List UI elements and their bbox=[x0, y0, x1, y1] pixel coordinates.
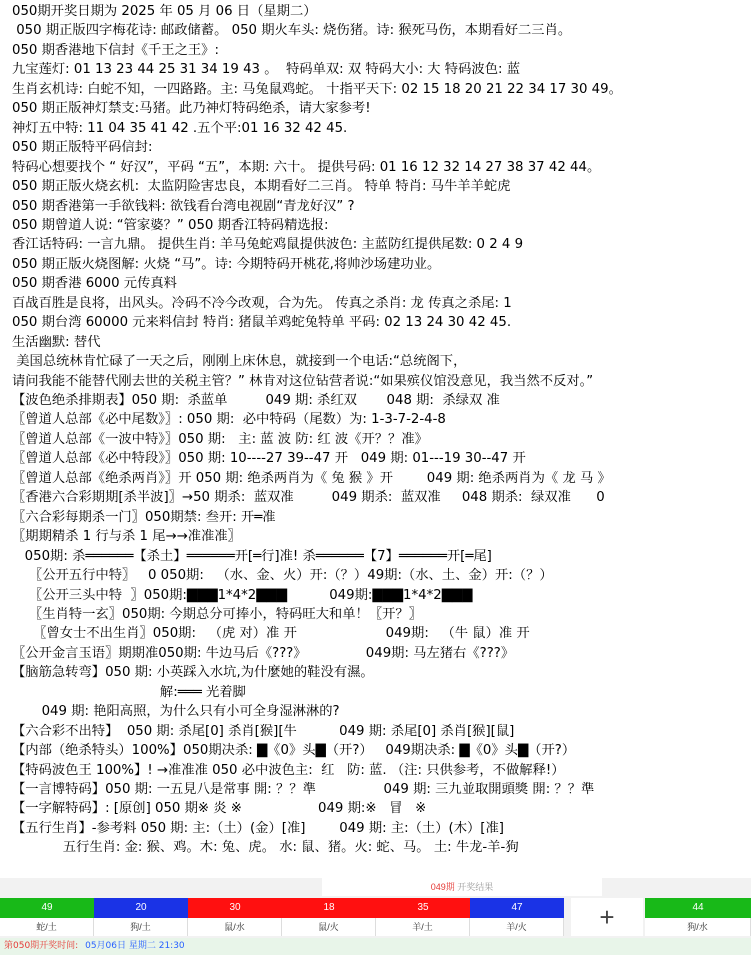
document-line: 050 期香港第一手欲钱料: 欲钱看台湾电视剧“青龙好汉” ? bbox=[12, 198, 355, 214]
document-line: 解:═══ 光着脚 bbox=[12, 684, 246, 700]
document-line: 【内部（绝杀特头）100%】050期决杀: ▇《0》头▇（开?） 049期决杀: ▇《0》头▇（开?） bbox=[12, 743, 576, 759]
document-line: 〖曾道人总部《必中尾数》〗: 050 期: 必中特码（尾数）为: 1-3-7-2-4-8 bbox=[12, 412, 446, 428]
document-line: 049 期: 艳阳高照，为什么只有小可全身湿淋淋的? bbox=[12, 704, 340, 720]
result-ball-zodiac: 鼠/水 bbox=[188, 918, 282, 936]
result-ball-zodiac: 鼠/火 bbox=[282, 918, 376, 936]
result-ball: 20 bbox=[94, 898, 188, 918]
document-line: 【六合彩不出特】 050 期: 杀尾[0] 杀肖[猴][牛 049 期: 杀尾[0] 杀肖[猴][鼠] bbox=[12, 723, 515, 739]
document-line: 神灯五中特: 11 04 35 41 42 .五个平:01 16 32 42 45. bbox=[12, 120, 348, 136]
special-ball: 44 bbox=[645, 898, 751, 918]
document-line: 〖曾道人总部《必中特段》〗050 期: 10----27 39--47 开 049 期: 01---19 30--47 开 bbox=[12, 451, 526, 467]
document-line: 生活幽默: 替代 bbox=[12, 334, 101, 350]
document-line: 〖曾女士不出生肖〗050期: （虎 对）准 开 049期: （牛 鼠）准 开 bbox=[12, 626, 530, 642]
document-line: 百战百胜是良将，出风头。冷码不冷今改观，合为先。 传真之杀肖: 龙 传真之杀尾: 1 bbox=[12, 295, 512, 311]
document-line: 050 期正版四字梅花诗: 邮政储蓄。 050 期火车头: 烧伤猪。诗: 猴死马伤，本期看好二三肖。 bbox=[12, 23, 572, 39]
result-ball: 47 bbox=[470, 898, 564, 918]
document-line: 050 期正版特平码信封: bbox=[12, 140, 153, 156]
document-line: 美国总统林肯忙碌了一天之后，刚刚上床休息，就接到一个电话:“总统阁下， bbox=[12, 354, 467, 370]
document-line: 〖曾道人总部《绝杀两肖》〗开 050 期: 绝杀两肖为《 兔 猴 》开 049 期: 绝杀两肖为《 龙 马 》 bbox=[12, 470, 611, 486]
document-line: 【一字解特码】: [原创] 050 期※ 炎 ※ 049 期:※ 冒 ※ bbox=[12, 801, 427, 817]
document-line: 050 期正版火烧图解: 火烧 “马”。诗: 今期特码开桃花,将帅沙场建功业。 bbox=[12, 256, 441, 272]
result-ball-zodiac: 羊/土 bbox=[376, 918, 470, 936]
document-line: 050 期台湾 60000 元来料信封 特肖: 猪鼠羊鸡蛇兔特单 平码: 02 13 24 30 42 45. bbox=[12, 315, 512, 331]
document-line: 050 期香港地下信封《千王之王》: bbox=[12, 42, 219, 58]
document-line: 〖公开三头中特 〗050期:▇▇▇1*4*2▇▇▇ 049期:▇▇▇1*4*2▇▇▇ bbox=[12, 587, 473, 603]
document-line: 〖生肖特一玄〗050期: 今期总分可捧小，特码旺大和单！〖开？〗 bbox=[12, 606, 423, 622]
next-draw-time: 05月06日 星期二 21:30 bbox=[85, 941, 185, 951]
document-line: 050 期香港 6000 元传真料 bbox=[12, 276, 177, 292]
document-line: 〖公开五行中特〗 0 050期: （水、金、火）开:（？）49期:（水、土、金）开:（？） bbox=[12, 568, 553, 584]
document-line: 【五行生肖】-参考料 050 期: 主:（土）(金）[准] 049 期: 主:（土）(木）[准] bbox=[12, 820, 504, 836]
document-line: 【一言博特码】050 期: 一五見八是常事 開: ？？準 049 期: 三九並取開頭獎 開: ？？準 bbox=[12, 782, 595, 797]
results-header bbox=[322, 878, 602, 896]
result-ball-zodiac: 蛇/土 bbox=[0, 918, 94, 936]
results-label: 开奖结果 bbox=[457, 882, 494, 892]
document-line: 050 期曾道人说: “管家婆？” 050 期香江特码精选报: bbox=[12, 217, 329, 233]
document-line: 〖期期精杀 1 行与杀 1 尾→→准准准〗 bbox=[12, 529, 241, 545]
result-ball: 35 bbox=[376, 898, 470, 918]
document-line: 【特码波色王 100%】! →准准准 050 必中波色主: 红 防: 蓝. （注: 只供参考，不做解释!） bbox=[12, 762, 565, 778]
document-line: 050期开奖日期为 2025 年 05 月 06 日（星期二） bbox=[12, 4, 317, 19]
document-line: 〖公开金言玉语〗期期准050期: 牛边马后《???》 049期: 马左猪右《???》 bbox=[12, 645, 515, 661]
result-ball: 30 bbox=[188, 898, 282, 918]
result-ball: 18 bbox=[282, 898, 376, 918]
result-ball-zodiac: 狗/土 bbox=[94, 918, 188, 936]
document-line: 〖香港六合彩期期[杀半波]〗→50 期杀: 蓝双准 049 期杀: 蓝双准 048 期杀: 绿双准 0 bbox=[12, 490, 605, 506]
document-line: 九宝莲灯: 01 13 23 44 25 31 34 19 43 。 特码单双: 双 特码大小: 大 特码波色: 蓝 bbox=[12, 62, 520, 78]
document-line: 〖六合彩每期杀一门〗050期禁: 叁开: 开═准 bbox=[12, 509, 276, 525]
document-line: 特码心想要找个 “ 好汉”，平码 “五”，本期: 六十。 提供号码: 01 16 12 32 14 27 38 37 42 44。 bbox=[12, 159, 601, 175]
plus-icon: + bbox=[571, 898, 643, 936]
document-line: 【波色绝杀排期表】050 期: 杀蓝单 049 期: 杀红双 048 期: 杀绿双 准 bbox=[12, 393, 500, 408]
document-line: 香江话特码: 一言九鼎。 提供生肖: 羊马兔蛇鸡鼠提供波色: 主蓝防红提供尾数: 0 2 4 9 bbox=[12, 237, 524, 253]
document-line: 请问我能不能替代刚去世的关税主管？” 林肯对这位钻营者说:“如果殡仪馆没意见，我当然不反对。” bbox=[12, 373, 594, 389]
special-ball-zodiac: 狗/水 bbox=[645, 918, 751, 936]
document-line: 【脑筋急转弯】050 期: 小英踩入水坑,为什麼她的鞋没有濕。 bbox=[12, 665, 374, 681]
document-line: 050期: 杀══════【杀土】══════开[═行]准! 杀══════【7】══════开[═尾] bbox=[12, 548, 492, 564]
document-line: 五行生肖: 金: 猴、鸡。木: 兔、虎。 水: 鼠、猪。火: 蛇、马。 土: 牛龙-羊-狗 bbox=[12, 840, 519, 856]
next-draw-bar bbox=[0, 938, 751, 955]
document-line: 050 期正版火烧玄机: 太监阴险害忠良，本期看好二三肖。 特单 特肖: 马牛羊羊蛇虎 bbox=[12, 179, 511, 195]
document-line: 050 期正版神灯禁支:马猪。此乃神灯特码绝杀，请大家参考! bbox=[12, 101, 371, 117]
result-ball-zodiac: 羊/火 bbox=[470, 918, 564, 936]
document-line: 生肖玄机诗: 白蛇不知，一四路路。主: 马兔鼠鸡蛇。 十指平天下: 02 15 18 20 21 22 34 17 30 49。 bbox=[12, 81, 622, 97]
document-line: 〖曾道人总部《一波中特》〗050 期: 主: 蓝 波 防: 红 波《开？？准》 bbox=[12, 431, 428, 447]
results-issue: 049期 bbox=[430, 882, 455, 892]
result-ball: 49 bbox=[0, 898, 94, 918]
next-draw-label: 第050期开奖时间: bbox=[4, 941, 79, 951]
